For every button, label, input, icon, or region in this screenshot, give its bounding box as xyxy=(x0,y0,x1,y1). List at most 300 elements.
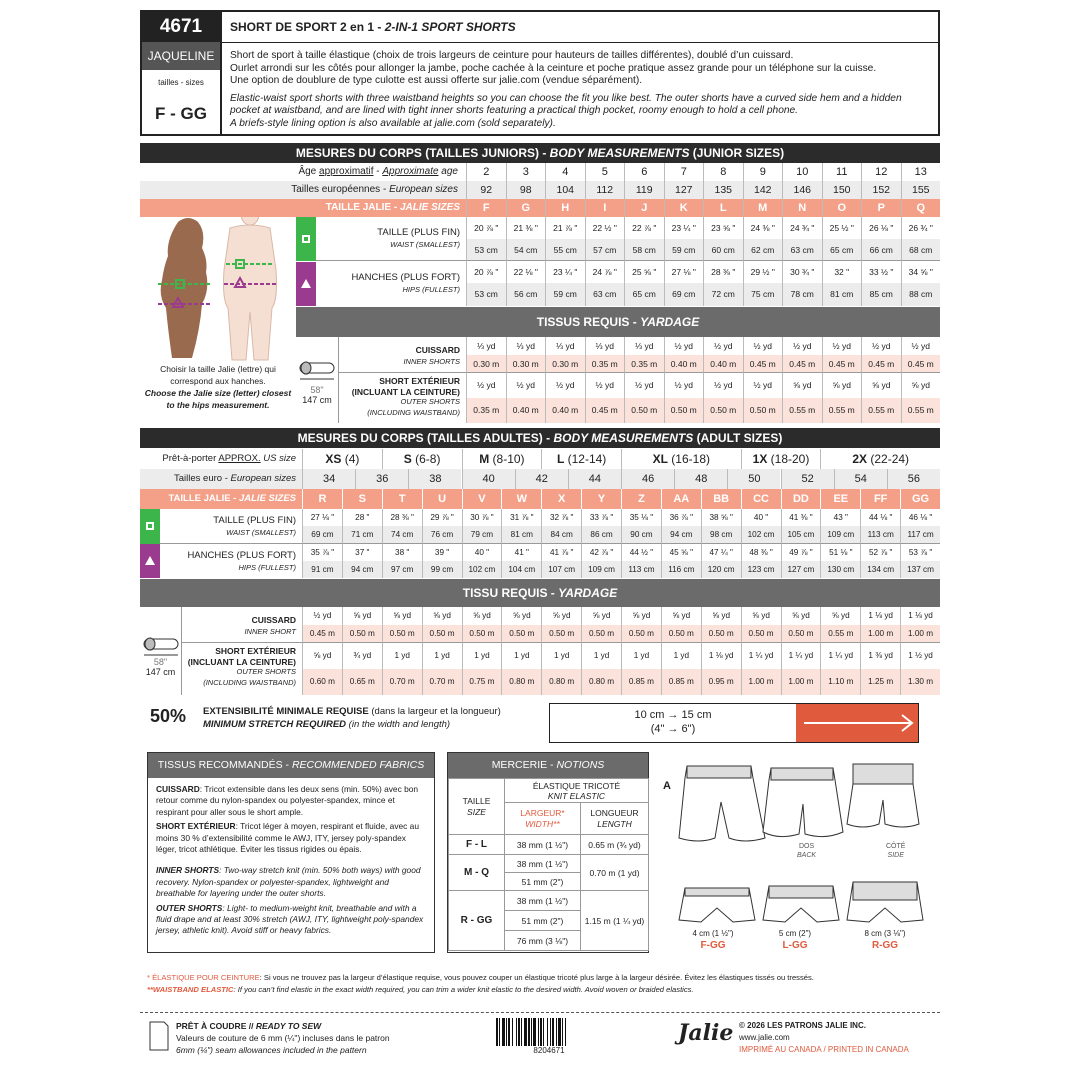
junior-age-label: Âge approximatif - Approximate age xyxy=(298,166,458,177)
adult-outer-yd: 1 yd xyxy=(382,643,422,669)
junior-inner-m: 0.30 m xyxy=(466,355,506,373)
junior-outer-m: 0.55 m xyxy=(861,398,901,423)
junior-outer-yd: ½ yd xyxy=(624,373,664,398)
barcode-bar xyxy=(540,1018,542,1046)
adult-waist-cm: 109 cm xyxy=(820,526,860,544)
adult-inner-m: 0.50 m xyxy=(342,625,382,643)
junior-outer-m: 0.55 m xyxy=(901,398,941,423)
junior-hip-cm: 75 cm xyxy=(743,283,783,306)
adult-letter-cell: W xyxy=(501,489,541,509)
junior-inner-yd: ⅓ yd xyxy=(545,337,585,355)
junior-hip-in: 29 ½ " xyxy=(743,261,783,283)
junior-inner-yd: ½ yd xyxy=(743,337,783,355)
junior-letter-cell: H xyxy=(545,199,585,217)
adult-euro-cell: 56 xyxy=(887,469,940,489)
adult-inner-m: 0.50 m xyxy=(781,625,821,643)
adult-outer-label: SHORT EXTÉRIEUR (INCLUANT LA CEINTURE) OUTER SHORTS (INCLUDING WAISTBAND) xyxy=(187,646,296,687)
adult-inner-m: 0.50 m xyxy=(422,625,462,643)
adult-inner-m: 0.50 m xyxy=(501,625,541,643)
adult-outer-m: 0.80 m xyxy=(581,669,621,695)
adult-inner-yd: ⅝ yd xyxy=(342,607,382,625)
adult-euro-cell: 44 xyxy=(568,469,621,489)
adult-hip-cm: 137 cm xyxy=(900,561,940,578)
choose-size-note: Choisir la taille Jalie (lettre) qui correspond aux hanches. Choose the Jalie size (letter) closest to the hips measurement. xyxy=(144,364,292,410)
adult-hip-cm: 99 cm xyxy=(422,561,462,578)
fabrics-p3: INNER SHORTS: Two-way stretch knit (min. 50% both ways) with good recovery. Nylon-spandex or polyester-spandex, lightweight and breathable for layering under the outer shorts. xyxy=(156,865,421,899)
junior-age-cell: 12 xyxy=(861,163,901,181)
fabrics-p4: OUTER SHORTS: Light- to medium-weight knit, breathable and with a fluid drape and at least 30% stretch (AWJ, ITY, lightweight poly-spandex jersey, athletic knit). Avoid stiff or heavy fabrics. xyxy=(156,902,424,936)
adult-letter-cell: T xyxy=(382,489,422,509)
adult-hip-marker xyxy=(140,544,160,578)
barcode-bar xyxy=(518,1018,520,1046)
junior-age-cell: 5 xyxy=(585,163,625,181)
barcode: 8204671 xyxy=(494,1018,604,1055)
junior-outer-m: 0.35 m xyxy=(466,398,506,423)
junior-outer-yd: ½ yd xyxy=(466,373,506,398)
adult-waist-in: 32 ⅞ " xyxy=(541,509,581,526)
barcode-bar xyxy=(543,1018,544,1046)
junior-hip-cm: 78 cm xyxy=(782,283,822,306)
adult-waist-in: 41 ⅜ " xyxy=(781,509,821,526)
adult-rtw-label: Prêt-à-porter APPROX. US size xyxy=(162,453,296,464)
junior-hip-in: 20 ⅞ " xyxy=(466,261,506,283)
adult-outer-m: 0.70 m xyxy=(382,669,422,695)
junior-outer-yd: ½ yd xyxy=(703,373,743,398)
adult-inner-yd: ⅝ yd xyxy=(581,607,621,625)
adult-waist-in: 46 ⅛ " xyxy=(900,509,940,526)
adult-hip-cm: 113 cm xyxy=(621,561,661,578)
junior-outer-yd: ½ yd xyxy=(743,373,783,398)
adult-euro-cell: 50 xyxy=(727,469,780,489)
adult-waist-cm: 98 cm xyxy=(701,526,741,544)
adult-outer-yd: 1 ⅜ yd xyxy=(860,643,900,669)
adult-hip-cm: 130 cm xyxy=(820,561,860,578)
wb-label-1: 4 cm (1 ½") F-GG xyxy=(692,929,734,951)
junior-age-cell: 9 xyxy=(743,163,783,181)
adult-hip-in: 40 " xyxy=(462,544,502,561)
junior-outer-label: SHORT EXTÉRIEUR (INCLUANT LA CEINTURE) OUTER SHORTS (INCLUDING WAISTBAND) xyxy=(338,373,466,423)
junior-hip-cm: 81 cm xyxy=(822,283,862,306)
junior-euro-cell: 142 xyxy=(743,181,783,199)
barcode-bar xyxy=(512,1018,513,1046)
sizes-label: tailles - sizes xyxy=(158,78,204,87)
adult-rtw-cell: 1X (18-20) xyxy=(741,449,821,469)
barcode-bar xyxy=(556,1018,557,1046)
barcode-bar xyxy=(499,1018,500,1046)
adult-inner-m: 0.55 m xyxy=(820,625,860,643)
adult-hip-in: 35 ⅞ " xyxy=(302,544,342,561)
barcode-bar xyxy=(562,1018,563,1046)
adult-hip-in: 37 " xyxy=(342,544,382,561)
adult-outer-yd: 1 yd xyxy=(581,643,621,669)
adult-hip-in: 49 ⅞ " xyxy=(781,544,821,561)
junior-hip-cm: 88 cm xyxy=(901,283,941,306)
adult-inner-yd: ⅝ yd xyxy=(781,607,821,625)
adult-inner-yd: ½ yd xyxy=(302,607,342,625)
adult-waist-cm: 76 cm xyxy=(422,526,462,544)
adult-outer-yd: 1 yd xyxy=(462,643,502,669)
waistband-views xyxy=(675,880,935,926)
adult-waist-in: 44 ⅛ " xyxy=(860,509,900,526)
junior-waist-cm: 53 cm xyxy=(466,239,506,261)
junior-letter-cell: I xyxy=(585,199,625,217)
adult-waist-label: TAILLE (PLUS FIN) WAIST (SMALLEST) xyxy=(160,509,302,544)
adult-yardage-title: TISSU REQUIS - YARDAGE xyxy=(140,579,940,607)
adult-measure-grid xyxy=(302,509,940,578)
adult-rtw-cell: XL (16-18) xyxy=(621,449,741,469)
adult-waist-in: 35 ⅛ " xyxy=(621,509,661,526)
adult-letter-cell: CC xyxy=(741,489,781,509)
adult-waist-cm: 105 cm xyxy=(781,526,821,544)
junior-inner-m: 0.40 m xyxy=(664,355,704,373)
junior-inner-m: 0.45 m xyxy=(822,355,862,373)
junior-outer-m: 0.55 m xyxy=(822,398,862,423)
adult-outer-m: 0.75 m xyxy=(462,669,502,695)
adult-outer-yd: 1 ¼ yd xyxy=(781,643,821,669)
junior-inner-m: 0.45 m xyxy=(861,355,901,373)
adult-waist-cm: 94 cm xyxy=(661,526,701,544)
adult-outer-m: 1.10 m xyxy=(820,669,860,695)
junior-waist-in: 24 ⅜ " xyxy=(743,217,783,239)
junior-letter-cell: J xyxy=(624,199,664,217)
adult-inner-m: 0.50 m xyxy=(661,625,701,643)
adult-waist-cm: 81 cm xyxy=(501,526,541,544)
barcode-bar xyxy=(547,1018,548,1046)
barcode-bar xyxy=(524,1018,527,1046)
adult-waist-in: 40 " xyxy=(741,509,781,526)
adult-waist-cm: 86 cm xyxy=(581,526,621,544)
adult-inner-m: 0.50 m xyxy=(581,625,621,643)
adult-waist-cm: 102 cm xyxy=(741,526,781,544)
adult-inner-yd: ⅝ yd xyxy=(462,607,502,625)
junior-waist-in: 25 ½ " xyxy=(822,217,862,239)
junior-euro-cell: 155 xyxy=(901,181,941,199)
adult-letter-cell: BB xyxy=(701,489,741,509)
barcode-bar xyxy=(552,1018,554,1046)
adult-fabric-icon: 58" 147 cm xyxy=(140,607,182,695)
junior-waist-cm: 55 cm xyxy=(545,239,585,261)
junior-outer-m: 0.55 m xyxy=(782,398,822,423)
adult-outer-m: 1.00 m xyxy=(741,669,781,695)
footnote-fr: * ÉLASTIQUE POUR CEINTURE: Si vous ne trouvez pas la largeur d’élastique requise, vous pouvez couper un élastique tricoté plus large à la largeur désirée. Évitez les élastiques tissés ou tressés. xyxy=(147,973,814,982)
junior-hip-cm: 63 cm xyxy=(585,283,625,306)
adult-letter-cell: AA xyxy=(661,489,701,509)
junior-age-cell: 3 xyxy=(506,163,546,181)
stretch-text: EXTENSIBILITÉ MINIMALE REQUISE (dans la largeur et la longueur) MINIMUM STRETCH REQUIRED (in the width and length) xyxy=(203,706,501,730)
adult-rtw-cell: 2X (22-24) xyxy=(820,449,940,469)
adult-waist-cm: 84 cm xyxy=(541,526,581,544)
description-en: Elastic-waist sport shorts with three waistband heights so you can choose the fit you like best. The outer shorts have a curved side hem and a hidden pocket at waistband, and are lined with tight inner shorts featuring a practical thigh pocket, roomy enough to hold a cell phone. A briefs-style lining option is also available at jalie.com (sold separately). xyxy=(230,93,902,129)
barcode-bar xyxy=(533,1018,536,1046)
adult-outer-m: 0.70 m xyxy=(422,669,462,695)
junior-outer-m: 0.50 m xyxy=(703,398,743,423)
junior-title: MESURES DU CORPS (TAILLES JUNIORS) - BODY MEASUREMENTS (JUNIOR SIZES) xyxy=(140,143,940,163)
junior-hip-in: 22 ⅛ " xyxy=(506,261,546,283)
junior-inner-m: 0.40 m xyxy=(703,355,743,373)
junior-size-grid xyxy=(466,163,940,217)
junior-yardage-title: TISSUS REQUIS - YARDAGE xyxy=(296,307,940,337)
adult-letter-cell: FF xyxy=(860,489,900,509)
junior-letter-cell: K xyxy=(664,199,704,217)
adult-waist-in: 29 ⅞ " xyxy=(422,509,462,526)
junior-hip-in: 24 ⅞ " xyxy=(585,261,625,283)
junior-age-cell: 11 xyxy=(822,163,862,181)
header-box xyxy=(140,10,940,136)
junior-waist-in: 24 ¾ " xyxy=(782,217,822,239)
adult-hip-cm: 102 cm xyxy=(462,561,502,578)
adult-outer-yd: 1 yd xyxy=(501,643,541,669)
adult-outer-yd: 1 ¼ yd xyxy=(741,643,781,669)
adult-waist-cm: 117 cm xyxy=(900,526,940,544)
fabrics-title: TISSUS RECOMMANDÉS - RECOMMENDED FABRICS xyxy=(148,753,434,778)
adult-inner-yd: ⅝ yd xyxy=(661,607,701,625)
adult-yardage-grid xyxy=(302,607,940,695)
adult-euro-cell: 46 xyxy=(621,469,674,489)
junior-inner-m: 0.35 m xyxy=(624,355,664,373)
adult-waist-marker xyxy=(140,509,160,544)
adult-hip-cm: 127 cm xyxy=(781,561,821,578)
junior-waist-cm: 65 cm xyxy=(822,239,862,261)
adult-hip-cm: 104 cm xyxy=(501,561,541,578)
adult-letter-cell: U xyxy=(422,489,462,509)
adult-waist-in: 33 ⅞ " xyxy=(581,509,621,526)
adult-outer-yd: 1 ⅛ yd xyxy=(701,643,741,669)
adult-hip-in: 53 ⅞ " xyxy=(900,544,940,561)
adult-outer-m: 0.85 m xyxy=(661,669,701,695)
junior-euro-cell: 150 xyxy=(822,181,862,199)
junior-waist-cm: 58 cm xyxy=(624,239,664,261)
barcode-bar xyxy=(508,1018,510,1046)
junior-waist-cm: 68 cm xyxy=(901,239,941,261)
adult-inner-yd: ⅝ yd xyxy=(701,607,741,625)
junior-waist-cm: 54 cm xyxy=(506,239,546,261)
junior-outer-m: 0.40 m xyxy=(545,398,585,423)
barcode-bar xyxy=(565,1018,566,1046)
junior-hip-in: 28 ⅜ " xyxy=(703,261,743,283)
junior-age-cell: 2 xyxy=(466,163,506,181)
junior-measure-grid xyxy=(466,217,940,306)
adult-inner-yd: ⅝ yd xyxy=(422,607,462,625)
description-fr: Short de sport à taille élastique (choix de trois largeurs de ceinture pour hauteurs de tailles différentes), doublé d’un cuissard. Ourlet arrondi sur les côtés pour allonger la jambe, poche cachée à la ceinture et poche pratique assez grande pour un téléphone sur la cuisse. Une option de doublure de type culotte est aussi offerte sur jalie.com (vendue séparément). xyxy=(230,50,877,87)
junior-fabric-icon: 58" 147 cm xyxy=(296,337,338,423)
adult-outer-yd: 1 yd xyxy=(422,643,462,669)
junior-outer-yd: ½ yd xyxy=(585,373,625,398)
junior-inner-m: 0.30 m xyxy=(545,355,585,373)
adult-rtw-cell: L (12-14) xyxy=(541,449,621,469)
notions-box xyxy=(447,752,649,953)
adult-inner-m: 0.50 m xyxy=(741,625,781,643)
junior-outer-yd: ⅝ yd xyxy=(782,373,822,398)
junior-waist-in: 23 ⅝ " xyxy=(703,217,743,239)
adult-outer-m: 1.25 m xyxy=(860,669,900,695)
junior-waist-cm: 59 cm xyxy=(664,239,704,261)
adult-waist-cm: 90 cm xyxy=(621,526,661,544)
junior-letter-cell: Q xyxy=(901,199,941,217)
junior-jalie-label: TAILLE JALIE - JALIE SIZES xyxy=(140,199,466,217)
junior-hip-in: 33 ½ " xyxy=(861,261,901,283)
adult-letter-cell: DD xyxy=(781,489,821,509)
junior-age-cell: 8 xyxy=(703,163,743,181)
adult-inner-yd: ⅝ yd xyxy=(501,607,541,625)
junior-outer-yd: ½ yd xyxy=(545,373,585,398)
junior-inner-m: 0.45 m xyxy=(901,355,941,373)
adult-outer-m: 0.80 m xyxy=(541,669,581,695)
junior-hip-cm: 59 cm xyxy=(545,283,585,306)
adult-outer-yd: ⅝ yd xyxy=(302,643,342,669)
junior-waist-in: 26 ⅛ " xyxy=(861,217,901,239)
junior-euro-label: Tailles européennes - European sizes xyxy=(140,181,466,199)
junior-waist-cm: 63 cm xyxy=(782,239,822,261)
pattern-name: JAQUELINE xyxy=(142,42,220,70)
view-side-label: CÔTÉ SIDE xyxy=(886,843,906,859)
junior-inner-yd: ½ yd xyxy=(861,337,901,355)
fabrics-p2: SHORT EXTÉRIEUR: Tricot léger à moyen, respirant et fluide, avec au moins 30 % d’extensibilité comme le AWJ, ITY, jersey poly-spandex léger, tricot athlétique. Éviter les tissus rigides ou épais. xyxy=(156,821,419,855)
junior-hip-in: 25 ⅝ " xyxy=(624,261,664,283)
junior-waist-in: 20 ⅞ " xyxy=(466,217,506,239)
adult-waist-cm: 71 cm xyxy=(342,526,382,544)
adult-waist-in: 38 ⅝ " xyxy=(701,509,741,526)
junior-hip-in: 23 ¼ " xyxy=(545,261,585,283)
junior-inner-yd: ½ yd xyxy=(822,337,862,355)
adult-euro-cell: 52 xyxy=(781,469,834,489)
junior-outer-m: 0.50 m xyxy=(664,398,704,423)
barcode-bar xyxy=(531,1018,532,1046)
adult-hip-cm: 109 cm xyxy=(581,561,621,578)
junior-waist-in: 21 ⅜ " xyxy=(506,217,546,239)
adult-inner-m: 1.00 m xyxy=(860,625,900,643)
adult-hip-in: 41 " xyxy=(501,544,541,561)
junior-letter-cell: O xyxy=(822,199,862,217)
adult-euro-cell: 36 xyxy=(355,469,408,489)
junior-inner-yd: ½ yd xyxy=(664,337,704,355)
adult-outer-yd: 1 ¼ yd xyxy=(820,643,860,669)
junior-hip-cm: 53 cm xyxy=(466,283,506,306)
junior-inner-yd: ⅓ yd xyxy=(624,337,664,355)
junior-inner-yd: ⅓ yd xyxy=(466,337,506,355)
adult-waist-cm: 74 cm xyxy=(382,526,422,544)
junior-hip-cm: 65 cm xyxy=(624,283,664,306)
adult-inner-yd: ⅝ yd xyxy=(541,607,581,625)
adult-letter-cell: Z xyxy=(621,489,661,509)
adult-hip-in: 51 ⅛ " xyxy=(820,544,860,561)
junior-euro-cell: 98 xyxy=(506,181,546,199)
adult-waist-in: 31 ⅞ " xyxy=(501,509,541,526)
adult-euro-cell: 42 xyxy=(515,469,568,489)
barcode-bar xyxy=(521,1018,522,1046)
junior-age-cell: 10 xyxy=(782,163,822,181)
adult-inner-yd: ⅝ yd xyxy=(820,607,860,625)
barcode-bar xyxy=(550,1018,551,1046)
junior-euro-cell: 119 xyxy=(624,181,664,199)
adult-title: MESURES DU CORPS (TAILLES ADULTES) - BODY MEASUREMENTS (ADULT SIZES) xyxy=(140,428,940,448)
junior-inner-yd: ½ yd xyxy=(782,337,822,355)
barcode-bar xyxy=(496,1018,498,1046)
adult-euro-cell: 54 xyxy=(834,469,887,489)
junior-letter-cell: G xyxy=(506,199,546,217)
adult-hip-label: HANCHES (PLUS FORT) HIPS (FULLEST) xyxy=(187,550,296,572)
adult-hip-cm: 123 cm xyxy=(741,561,781,578)
adult-hip-in: 45 ⅝ " xyxy=(661,544,701,561)
junior-hip-label: HANCHES (PLUS FORT) HIPS (FULLEST) xyxy=(351,272,460,294)
junior-inner-yd: ⅓ yd xyxy=(506,337,546,355)
adult-waist-in: 30 ⅞ " xyxy=(462,509,502,526)
junior-hip-in: 32 " xyxy=(822,261,862,283)
adult-hip-cm: 120 cm xyxy=(701,561,741,578)
junior-letter-cell: L xyxy=(703,199,743,217)
junior-euro-cell: 152 xyxy=(861,181,901,199)
adult-inner-m: 0.45 m xyxy=(302,625,342,643)
junior-hip-cm: 56 cm xyxy=(506,283,546,306)
adult-hip-cm: 94 cm xyxy=(342,561,382,578)
stretch-gauge xyxy=(549,703,919,743)
stretch-arrow xyxy=(796,704,918,742)
junior-outer-yd: ⅝ yd xyxy=(901,373,941,398)
adult-inner-yd: 1 ⅛ yd xyxy=(900,607,940,625)
junior-inner-yd: ½ yd xyxy=(901,337,941,355)
junior-outer-m: 0.50 m xyxy=(624,398,664,423)
junior-euro-cell: 104 xyxy=(545,181,585,199)
junior-letter-cell: M xyxy=(743,199,783,217)
junior-hip-cm: 85 cm xyxy=(861,283,901,306)
adult-outer-m: 1.30 m xyxy=(900,669,940,695)
junior-euro-cell: 92 xyxy=(466,181,506,199)
barcode-bar xyxy=(538,1018,539,1046)
adult-euro-cell: 48 xyxy=(674,469,727,489)
junior-waist-label: TAILLE (PLUS FIN) WAIST (SMALLEST) xyxy=(316,217,466,261)
adult-inner-m: 0.50 m xyxy=(462,625,502,643)
adult-size-grid xyxy=(302,449,940,509)
junior-outer-m: 0.45 m xyxy=(585,398,625,423)
wb-label-3: 8 cm (3 ⅛") R-GG xyxy=(864,929,906,951)
adult-hip-in: 41 ⅞ " xyxy=(541,544,581,561)
adult-waist-cm: 79 cm xyxy=(462,526,502,544)
adult-hip-cm: 107 cm xyxy=(541,561,581,578)
barcode-bar xyxy=(528,1018,530,1046)
adult-hip-in: 44 ½ " xyxy=(621,544,661,561)
junior-outer-m: 0.50 m xyxy=(743,398,783,423)
junior-inner-m: 0.45 m xyxy=(782,355,822,373)
junior-hip-cm: 72 cm xyxy=(703,283,743,306)
adult-inner-m: 1.00 m xyxy=(900,625,940,643)
junior-hip-marker xyxy=(296,262,316,306)
adult-hip-cm: 97 cm xyxy=(382,561,422,578)
adult-outer-m: 0.95 m xyxy=(701,669,741,695)
adult-outer-yd: 1 yd xyxy=(661,643,701,669)
adult-rtw-cell: XS (4) xyxy=(302,449,382,469)
adult-waist-in: 28 ⅜ " xyxy=(382,509,422,526)
fabrics-box xyxy=(147,752,435,953)
junior-hip-in: 27 ⅛ " xyxy=(664,261,704,283)
junior-letter-cell: N xyxy=(782,199,822,217)
adult-outer-yd: ¾ yd xyxy=(342,643,382,669)
adult-inner-yd: ⅝ yd xyxy=(382,607,422,625)
adult-hip-in: 47 ¼ " xyxy=(701,544,741,561)
junior-hip-in: 30 ¾ " xyxy=(782,261,822,283)
adult-inner-yd: ⅝ yd xyxy=(621,607,661,625)
adult-hip-in: 39 " xyxy=(422,544,462,561)
junior-outer-yd: ½ yd xyxy=(506,373,546,398)
adult-waist-in: 27 ⅛ " xyxy=(302,509,342,526)
adult-letter-cell: GG xyxy=(900,489,940,509)
adult-outer-yd: 1 ½ yd xyxy=(900,643,940,669)
stretch-measure: 10 cm → 15 cm (4" → 6") xyxy=(634,709,712,735)
junior-waist-cm: 60 cm xyxy=(703,239,743,261)
junior-outer-m: 0.40 m xyxy=(506,398,546,423)
junior-waist-in: 26 ¾ " xyxy=(901,217,941,239)
adult-hip-cm: 134 cm xyxy=(860,561,900,578)
jalie-logo: Jalie xyxy=(678,1020,734,1046)
junior-letter-cell: F xyxy=(466,199,506,217)
